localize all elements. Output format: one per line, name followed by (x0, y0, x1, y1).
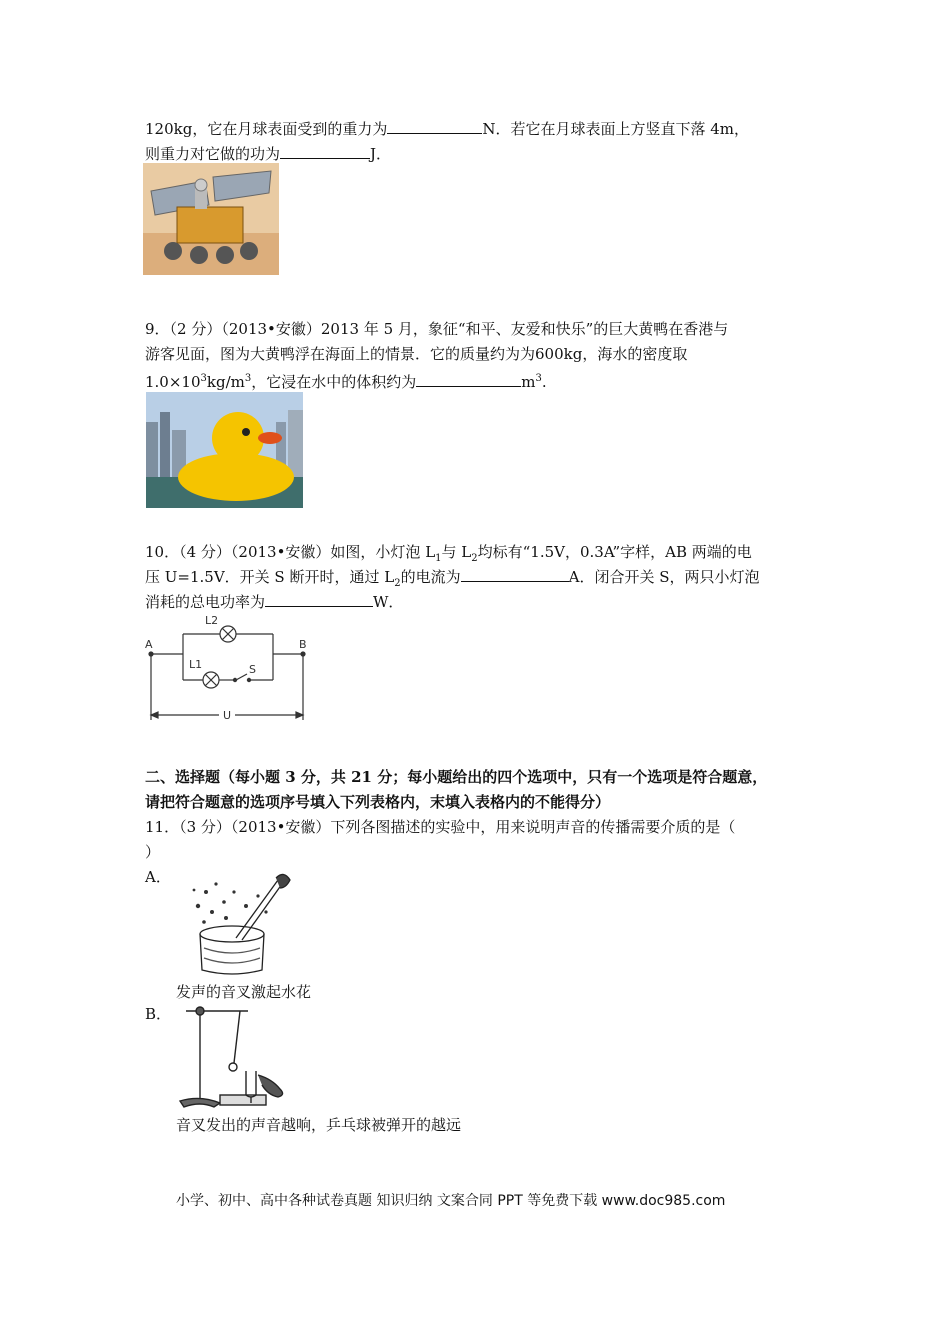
q11-option-a-caption: 发声的音叉激起水花 (176, 983, 312, 1001)
lunar-rover-image (143, 163, 279, 275)
tuning-fork-pendulum-image (176, 1003, 301, 1111)
rubber-duck-image (146, 392, 303, 508)
section2-header-line1: 二、选择题（每小题 3 分，共 21 分；每小题给出的四个选项中，只有一个选项是符合题意， (145, 768, 768, 786)
q10-line1: 10．（4 分）（2013•安徽）如图，小灯泡 $L_1$与 $L_2$均标有“1.5V，0.3A”字样，AB 两端的电 (145, 543, 752, 564)
q11-option-b-label: B． (145, 1005, 172, 1023)
answer-blank (280, 144, 370, 159)
q10-line3: 消耗的总电功率为 W． (145, 593, 404, 611)
answer-blank (387, 119, 482, 134)
q11-option-a-label: A． (145, 868, 171, 886)
q10-line2: 压 U=1.5V．开关 S 断开时，通过 $L_2$的电流为 A．闭合开关 S，两只小灯泡 (145, 568, 760, 589)
q8-line1: 120kg，它在月球表面受到的重力为 N．若它在月球表面上方竖直下落 4m， (145, 120, 749, 138)
q9-line1: 9．（2 分）（2013•安徽）2013 年 5 月，象征“和平、友爱和快乐”的巨大黄鸭在香港与 (145, 320, 729, 338)
answer-blank (461, 567, 569, 582)
answer-blank (265, 592, 373, 607)
q11-line1: 11．（3 分）（2013•安徽）下列各图描述的实验中，用来说明声音的传播需要介质的是（ (145, 818, 736, 836)
tuning-fork-water-image (176, 862, 301, 977)
circuit-label-l2: L2 (205, 614, 219, 627)
circuit-label-l1: L1 (189, 658, 203, 671)
circuit-label-b: B (299, 638, 307, 651)
circuit-diagram (143, 610, 313, 725)
answer-blank (416, 372, 521, 387)
q11-option-b-caption: 音叉发出的声音越响，乒乓球被弹开的越远 (176, 1116, 462, 1134)
q8-line2: 则重力对它做的功为 J． (145, 145, 392, 163)
q11-line2: ） (145, 843, 161, 861)
q9-line3: $1.0\times 10^3kg/m^3$，它浸在水中的体积约为 $m^3$. (145, 373, 547, 391)
section2-header-line2: 请把符合题意的选项序号填入下列表格内，末填入表格内的不能得分） (145, 793, 611, 811)
circuit-label-s: S (249, 663, 256, 676)
page-footer: 小学、初中、高中各种试卷真题 知识归纳 文案合同 PPT 等免费下载 www.doc985.com (176, 1193, 726, 1209)
q9-line2: 游客见面，图为大黄鸭浮在海面上的情景．它的质量约为为600kg，海水的密度取 (145, 345, 688, 363)
circuit-label-a: A (145, 638, 153, 651)
circuit-label-u: U (223, 709, 232, 722)
